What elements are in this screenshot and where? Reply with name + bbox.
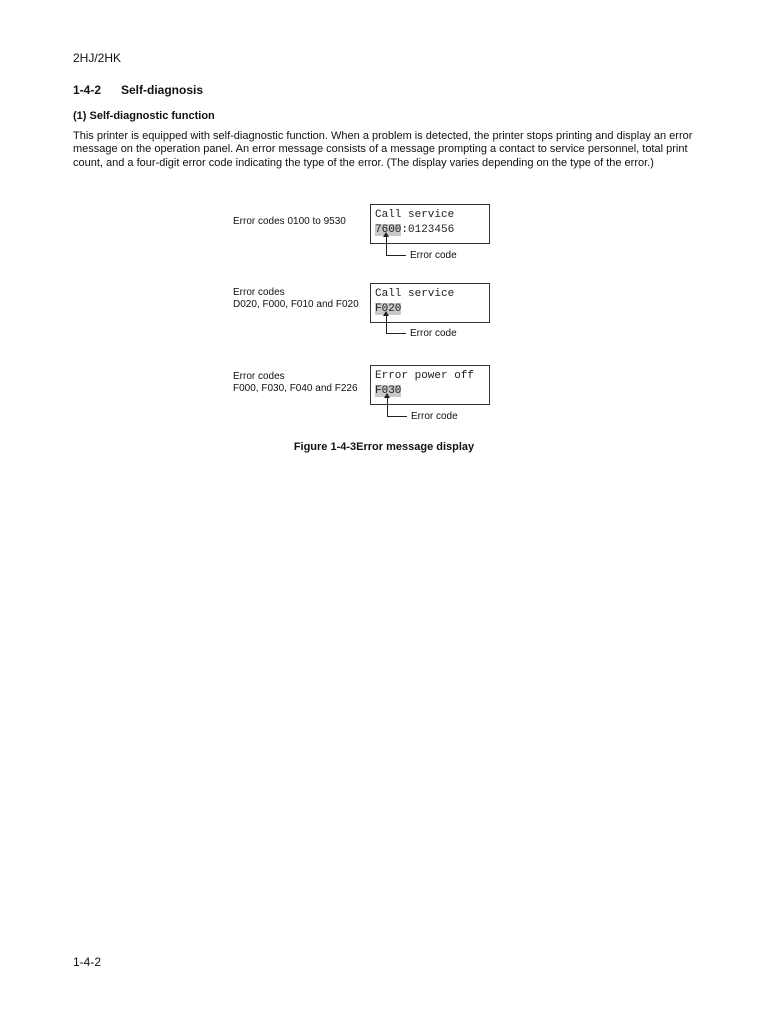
document-code: 2HJ/2HK [73, 51, 122, 65]
callout-line [387, 416, 407, 417]
example-label [233, 371, 358, 394]
lcd-error-code: F020 [375, 303, 402, 315]
section-heading [73, 83, 203, 97]
example-label-line1: Error codes [233, 371, 285, 382]
callout-label: Error code [410, 250, 457, 261]
callout-line [386, 236, 387, 256]
example-label-line1: Error codes 0100 to 9530 [233, 216, 346, 227]
lcd-display [370, 204, 490, 244]
lcd-error-code: 7600 [375, 224, 402, 236]
example-label [233, 287, 359, 310]
section-title: Self-diagnosis [121, 83, 204, 97]
section-number: 1-4-2 [73, 83, 102, 97]
lcd-message: Call service [375, 209, 455, 221]
example-label-line2: F000, F030, F040 and F226 [233, 382, 358, 394]
lcd-count: :0123456 [401, 224, 455, 236]
callout-label: Error code [410, 328, 457, 339]
lcd-message: Error power off [375, 370, 475, 382]
example-label-line2: D020, F000, F010 and F020 [233, 298, 359, 310]
callout-label: Error code [411, 411, 458, 422]
lcd-display [370, 283, 490, 323]
example-label-line1: Error codes [233, 287, 285, 298]
callout-line [386, 333, 406, 334]
lcd-error-code: F030 [375, 385, 402, 397]
example-label [233, 216, 346, 228]
callout-line [387, 397, 388, 417]
intro-paragraph: This printer is equipped with self-diagnostic function. When a problem is detected, the printer stops printing and display an error message on the operation panel. An error message consists of a message prompting a contact to service personnel, total print count, and a four-digit error code indicating the type of the error. (The display varies depending on the type of the error.) [73, 130, 693, 169]
callout-line [386, 255, 406, 256]
lcd-message: Call service [375, 288, 455, 300]
page-number: 1-4-2 [73, 955, 102, 969]
figure-caption: Figure 1-4-3Error message display [293, 441, 475, 453]
lcd-display [370, 365, 490, 405]
callout-line [386, 315, 387, 334]
subsection-heading: (1) Self-diagnostic function [73, 110, 215, 122]
